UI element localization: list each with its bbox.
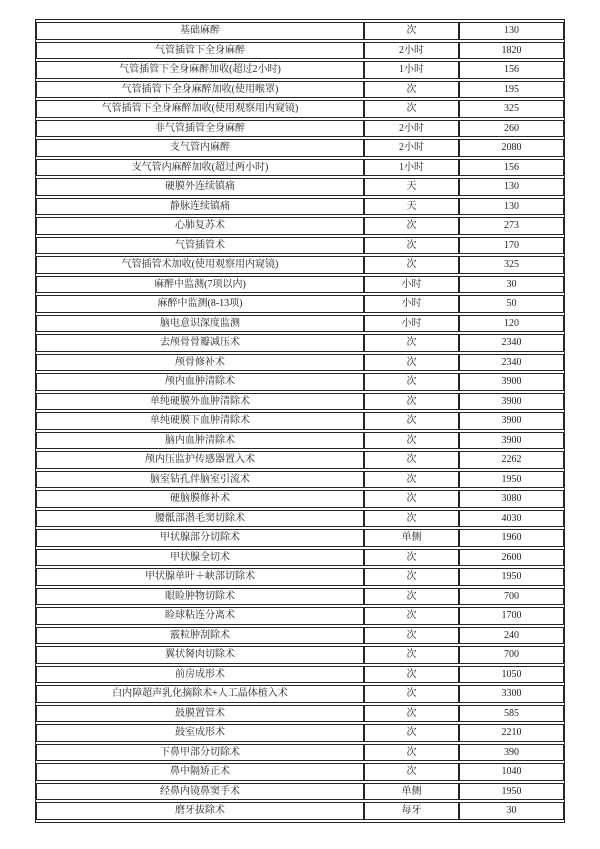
unit-cell: 次 <box>364 607 459 625</box>
price-cell: 1040 <box>459 763 564 781</box>
unit-cell: 次 <box>364 549 459 567</box>
procedure-name-cell: 鼓室成形术 <box>36 724 364 742</box>
price-cell: 170 <box>459 237 564 255</box>
procedure-name-cell: 颅骨修补术 <box>36 354 364 372</box>
procedure-name-cell: 气管插管术 <box>36 237 364 255</box>
price-cell: 700 <box>459 588 564 606</box>
table-row <box>36 412 564 430</box>
table-row <box>36 256 564 274</box>
table-row <box>36 393 564 411</box>
unit-cell: 次 <box>364 744 459 762</box>
procedure-name-cell: 心肺复苏术 <box>36 217 364 235</box>
table-row <box>36 198 564 216</box>
table-row <box>36 276 564 294</box>
procedure-name-cell: 脑电意识深度监测 <box>36 315 364 333</box>
unit-cell: 小时 <box>364 315 459 333</box>
price-cell: 120 <box>459 315 564 333</box>
unit-cell: 次 <box>364 471 459 489</box>
unit-cell: 次 <box>364 588 459 606</box>
price-cell: 3900 <box>459 393 564 411</box>
unit-cell: 1小时 <box>364 61 459 79</box>
price-cell: 3900 <box>459 373 564 391</box>
price-cell: 700 <box>459 646 564 664</box>
table-row <box>36 529 564 547</box>
unit-cell: 2小时 <box>364 42 459 60</box>
price-cell: 240 <box>459 627 564 645</box>
table-row <box>36 607 564 625</box>
fee-schedule-table <box>35 19 565 823</box>
table-row <box>36 763 564 781</box>
procedure-name-cell: 脑内血肿清除术 <box>36 432 364 450</box>
procedure-name-cell: 脑室钻孔伴脑室引流术 <box>36 471 364 489</box>
unit-cell: 次 <box>364 334 459 352</box>
table-row <box>36 61 564 79</box>
price-cell: 1950 <box>459 783 564 801</box>
table-row <box>36 646 564 664</box>
unit-cell: 次 <box>364 81 459 99</box>
price-cell: 585 <box>459 705 564 723</box>
price-cell: 2262 <box>459 451 564 469</box>
procedure-name-cell: 颅内压监护传感器置入术 <box>36 451 364 469</box>
table-row <box>36 666 564 684</box>
table-row <box>36 217 564 235</box>
table-row <box>36 139 564 157</box>
unit-cell: 次 <box>364 724 459 742</box>
procedure-name-cell: 经鼻内镜鼻窦手术 <box>36 783 364 801</box>
price-cell: 2080 <box>459 139 564 157</box>
procedure-name-cell: 白内障超声乳化摘除术+人工晶体植入术 <box>36 685 364 703</box>
price-cell: 1960 <box>459 529 564 547</box>
table-row <box>36 373 564 391</box>
price-cell: 3300 <box>459 685 564 703</box>
unit-cell: 次 <box>364 451 459 469</box>
procedure-name-cell: 霰粒肿刮除术 <box>36 627 364 645</box>
table-row <box>36 627 564 645</box>
unit-cell: 次 <box>364 432 459 450</box>
unit-cell: 次 <box>364 685 459 703</box>
procedure-name-cell: 静脉连续镇痛 <box>36 198 364 216</box>
procedure-name-cell: 支气管内麻醉 <box>36 139 364 157</box>
price-cell: 2340 <box>459 334 564 352</box>
procedure-name-cell: 硬脑膜修补术 <box>36 490 364 508</box>
price-cell: 1950 <box>459 568 564 586</box>
procedure-name-cell: 鼓膜置管术 <box>36 705 364 723</box>
table-row <box>36 451 564 469</box>
table-row <box>36 178 564 196</box>
unit-cell: 次 <box>364 510 459 528</box>
procedure-name-cell: 眼睑肿物切除术 <box>36 588 364 606</box>
table-row <box>36 354 564 372</box>
unit-cell: 次 <box>364 22 459 40</box>
unit-cell: 次 <box>364 217 459 235</box>
procedure-name-cell: 甲状腺全切术 <box>36 549 364 567</box>
price-cell: 260 <box>459 120 564 138</box>
unit-cell: 单侧 <box>364 783 459 801</box>
price-cell: 30 <box>459 276 564 294</box>
unit-cell: 小时 <box>364 295 459 313</box>
price-cell: 1050 <box>459 666 564 684</box>
price-cell: 2600 <box>459 549 564 567</box>
procedure-name-cell: 单纯硬膜外血肿清除术 <box>36 393 364 411</box>
procedure-name-cell: 去颅骨骨瓣减压术 <box>36 334 364 352</box>
price-cell: 3900 <box>459 432 564 450</box>
unit-cell: 2小时 <box>364 139 459 157</box>
procedure-name-cell: 支气管内麻醉加收(超过两小时) <box>36 159 364 177</box>
price-cell: 3900 <box>459 412 564 430</box>
procedure-name-cell: 甲状腺部分切除术 <box>36 529 364 547</box>
table-row <box>36 724 564 742</box>
table-row <box>36 588 564 606</box>
table-row <box>36 744 564 762</box>
price-cell: 130 <box>459 22 564 40</box>
procedure-name-cell: 气管插管下全身麻醉加收(使用观察用内窥镜) <box>36 100 364 118</box>
table-row <box>36 549 564 567</box>
procedure-name-cell: 基础麻醉 <box>36 22 364 40</box>
procedure-name-cell: 气管插管下全身麻醉加收(使用喉罩) <box>36 81 364 99</box>
table-row <box>36 568 564 586</box>
procedure-name-cell: 麻醉中监测(8-13项) <box>36 295 364 313</box>
table-row <box>36 315 564 333</box>
unit-cell: 次 <box>364 256 459 274</box>
procedure-name-cell: 气管插管下全身麻醉 <box>36 42 364 60</box>
procedure-name-cell: 麻醉中监测(7项以内) <box>36 276 364 294</box>
price-cell: 130 <box>459 178 564 196</box>
price-cell: 3080 <box>459 490 564 508</box>
unit-cell: 次 <box>364 100 459 118</box>
price-cell: 390 <box>459 744 564 762</box>
price-cell: 2210 <box>459 724 564 742</box>
procedure-name-cell: 甲状腺单叶＋峡部切除术 <box>36 568 364 586</box>
price-cell: 4030 <box>459 510 564 528</box>
procedure-name-cell: 单纯硬膜下血肿清除术 <box>36 412 364 430</box>
unit-cell: 次 <box>364 412 459 430</box>
table-row <box>36 295 564 313</box>
procedure-name-cell: 睑球粘连分离术 <box>36 607 364 625</box>
unit-cell: 小时 <box>364 276 459 294</box>
unit-cell: 2小时 <box>364 120 459 138</box>
procedure-name-cell: 气管插管术加收(使用观察用内窥镜) <box>36 256 364 274</box>
unit-cell: 次 <box>364 627 459 645</box>
table-row <box>36 490 564 508</box>
procedure-name-cell: 磨牙拔除术 <box>36 802 364 820</box>
table-row <box>36 685 564 703</box>
unit-cell: 单侧 <box>364 529 459 547</box>
unit-cell: 1小时 <box>364 159 459 177</box>
unit-cell: 天 <box>364 198 459 216</box>
table-row <box>36 22 564 40</box>
procedure-name-cell: 气管插管下全身麻醉加收(超过2小时) <box>36 61 364 79</box>
table-row <box>36 471 564 489</box>
unit-cell: 次 <box>364 237 459 255</box>
table-row <box>36 81 564 99</box>
table-row <box>36 705 564 723</box>
price-cell: 30 <box>459 802 564 820</box>
price-cell: 273 <box>459 217 564 235</box>
price-cell: 50 <box>459 295 564 313</box>
unit-cell: 次 <box>364 646 459 664</box>
unit-cell: 次 <box>364 393 459 411</box>
procedure-name-cell: 腰骶部潜毛窦切除术 <box>36 510 364 528</box>
table-row <box>36 159 564 177</box>
price-cell: 1700 <box>459 607 564 625</box>
price-cell: 130 <box>459 198 564 216</box>
unit-cell: 次 <box>364 763 459 781</box>
unit-cell: 次 <box>364 490 459 508</box>
table-row <box>36 802 564 820</box>
unit-cell: 天 <box>364 178 459 196</box>
table-row <box>36 42 564 60</box>
procedure-name-cell: 鼻中隔矫正术 <box>36 763 364 781</box>
table-row <box>36 237 564 255</box>
price-cell: 156 <box>459 159 564 177</box>
table-row <box>36 432 564 450</box>
table-row <box>36 100 564 118</box>
price-cell: 1820 <box>459 42 564 60</box>
procedure-name-cell: 翼状胬肉切除术 <box>36 646 364 664</box>
table-row <box>36 783 564 801</box>
price-cell: 156 <box>459 61 564 79</box>
unit-cell: 次 <box>364 666 459 684</box>
unit-cell: 次 <box>364 705 459 723</box>
price-cell: 2340 <box>459 354 564 372</box>
table-row <box>36 510 564 528</box>
fee-schedule-table-body <box>36 22 564 820</box>
table-row <box>36 120 564 138</box>
unit-cell: 次 <box>364 373 459 391</box>
procedure-name-cell: 非气管插管全身麻醉 <box>36 120 364 138</box>
price-cell: 325 <box>459 100 564 118</box>
unit-cell: 次 <box>364 568 459 586</box>
price-cell: 195 <box>459 81 564 99</box>
procedure-name-cell: 颅内血肿清除术 <box>36 373 364 391</box>
price-cell: 325 <box>459 256 564 274</box>
procedure-name-cell: 前房成形术 <box>36 666 364 684</box>
procedure-name-cell: 硬膜外连续镇痛 <box>36 178 364 196</box>
unit-cell: 每牙 <box>364 802 459 820</box>
price-cell: 1950 <box>459 471 564 489</box>
table-row <box>36 334 564 352</box>
procedure-name-cell: 下鼻甲部分切除术 <box>36 744 364 762</box>
unit-cell: 次 <box>364 354 459 372</box>
